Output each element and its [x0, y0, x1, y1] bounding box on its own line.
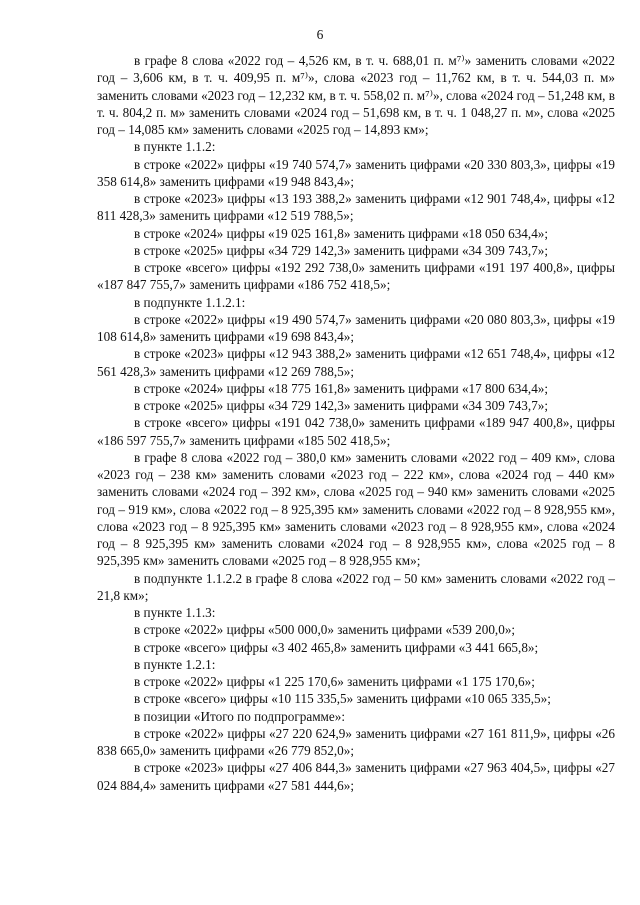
paragraph: в строке «всего» цифры «3 402 465,8» заменить цифрами «3 441 665,8»; — [134, 639, 539, 655]
paragraph: в строке «всего» цифры «191 042 738,0» заменить цифрами «189 947 400,8», цифры «186 597 755,7» заменить цифрами «185 502 418,5»; — [97, 415, 615, 448]
paragraph: в строке «2023» цифры «12 943 388,2» заменить цифрами «12 651 748,4», цифры «12 561 428,3» заменить цифрами «12 269 788,5»; — [97, 346, 615, 379]
paragraph: в строке «всего» цифры «10 115 335,5» заменить цифрами «10 065 335,5»; — [134, 691, 551, 707]
paragraph: в строке «2022» цифры «19 740 574,7» заменить цифрами «20 330 803,3», цифры «19 358 614,8» заменить цифрами «19 948 843,4»; — [97, 156, 615, 189]
paragraph: в строке «2023» цифры «27 406 844,3» заменить цифрами «27 963 404,5», цифры «27 024 884,4» заменить цифрами «27 581 444,6»; — [97, 760, 615, 793]
document-body — [97, 52, 615, 794]
paragraph: в подпункте 1.1.2.2 в графе 8 слова «2022 год – 50 км» заменить словами «2022 год – 21,8 км»; — [97, 570, 615, 603]
paragraph: в строке «2025» цифры «34 729 142,3» заменить цифрами «34 309 743,7»; — [134, 398, 549, 413]
paragraph: в строке «2023» цифры «13 193 388,2» заменить цифрами «12 901 748,4», цифры «12 811 428,3» заменить цифрами «12 519 788,5»; — [97, 191, 615, 224]
paragraph: в строке «всего» цифры «192 292 738,0» заменить цифрами «191 197 400,8», цифры «187 847 755,7» заменить цифрами «186 752 418,5»; — [97, 260, 615, 293]
paragraph: в позиции «Итого по подпрограмме»: — [134, 708, 346, 724]
paragraph: в строке «2025» цифры «34 729 142,3» заменить цифрами «34 309 743,7»; — [134, 242, 549, 258]
paragraph: в строке «2022» цифры «27 220 624,9» заменить цифрами «27 161 811,9», цифры «26 838 665,0» заменить цифрами «26 779 852,0»; — [97, 725, 615, 758]
paragraph: в пункте 1.2.1: — [134, 656, 216, 672]
paragraph: в пункте 1.1.2: — [134, 139, 216, 155]
paragraph: в строке «2024» цифры «18 775 161,8» заменить цифрами «17 800 634,4»; — [134, 380, 549, 396]
paragraph: в графе 8 слова «2022 год – 4,526 км, в т. ч. 688,01 п. м⁷⁾» заменить словами «2022 год – 3,606 км, в т. ч. 409,95 п. м⁷⁾», слова «2023 год – 11,762 км, в т. ч. 544,03 п. м» заменить словами «2023 год – 12,232 км, в т. ч. 558,02 п. м⁷⁾», слова «2024 год – 51,248 км, в т. ч. 804,2 п. м» заменить словами «2024 год – 51,698 км, в т. ч. 1 048,27 п. м», слова «2025 год – 14,085 км» заменить словами «2025 год – 14,893 км»; — [97, 53, 615, 137]
paragraph: в строке «2024» цифры «19 025 161,8» заменить цифрами «18 050 634,4»; — [134, 225, 549, 241]
paragraph: в подпункте 1.1.2.1: — [134, 294, 246, 310]
paragraph: в пункте 1.1.3: — [134, 605, 216, 620]
paragraph: в строке «2022» цифры «500 000,0» заменить цифрами «539 200,0»; — [134, 622, 516, 638]
paragraph: в строке «2022» цифры «19 490 574,7» заменить цифрами «20 080 803,3», цифры «19 108 614,8» заменить цифрами «19 698 843,4»; — [97, 311, 615, 344]
page-number: 6 — [316, 27, 324, 42]
paragraph: в графе 8 слова «2022 год – 380,0 км» заменить словами «2022 год – 409 км», слова «2023 год – 238 км» заменить словами «2023 год – 222 км», слова «2024 год – 440 км» заменить словами «2024 год – 392 км», слова «2025 год – 940 км» заменить словами «2025 год – 919 км», слова «2022 год – 8 925,395 км» заменить словами «2022 год – 8 928,955 км», слова «2023 год – 8 925,395 км» заменить словами «2023 год – 8 928,955 км», слова «2024 год – 8 925,395 км» заменить словами «2024 год – 8 928,955 км», слова «2025 год – 8 925,395 км» заменить словами «2025 год – 8 928,955 км»; — [97, 449, 615, 569]
paragraph: в строке «2022» цифры «1 225 170,6» заменить цифрами «1 175 170,6»; — [134, 674, 535, 689]
